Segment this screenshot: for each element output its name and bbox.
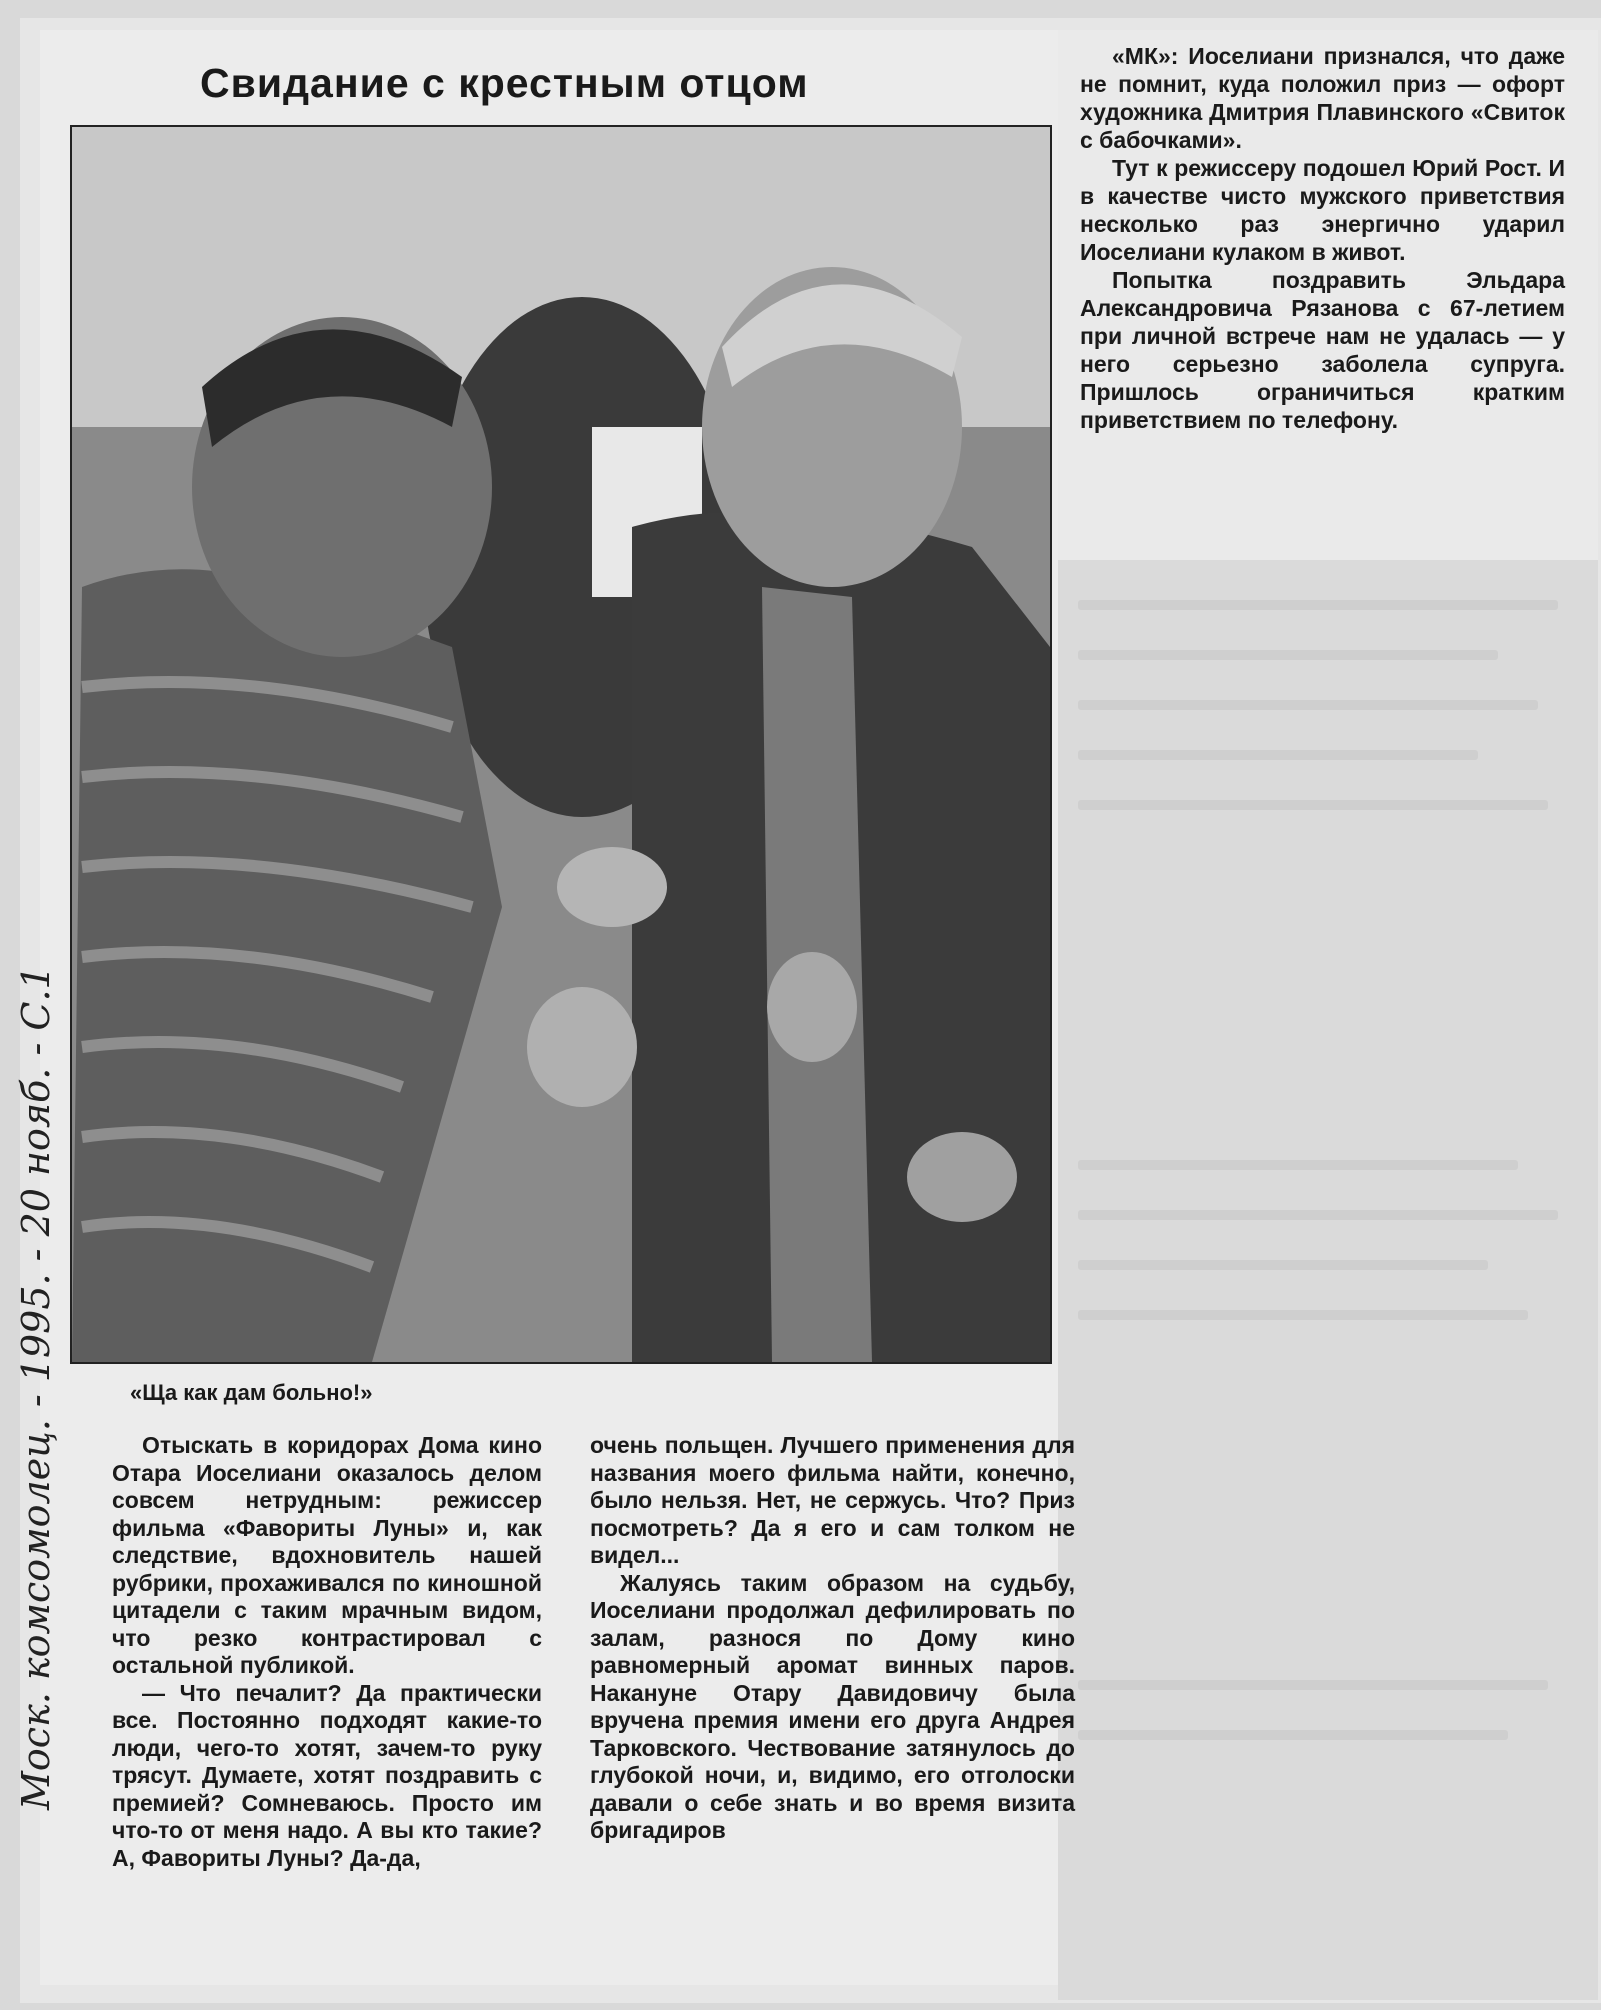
- paragraph: Жалуясь таким образом на судьбу, Иоселиани продолжал дефилировать по залам, разнося по Дому кино равномерный аромат винных паров. Накануне Отару Давидовичу была вручена премия имени его друга Андрея Тарковского. Чествование затянулось до глубокой ночи, и, видимо, его отголоски давали о себе знать и во время визита бригадиров: [590, 1569, 1075, 1843]
- faint-background-page: [1058, 560, 1598, 2000]
- paragraph: Отыскать в коридорах Дома кино Отара Иоселиани оказалось делом совсем нетрудным: режиссер фильма «Фавориты Луны» и, как следствие, вдохновитель нашей рубрики, прохаживался по киношной цитадели с таким мрачным видом, что резко контрастировал с остальной публикой.: [112, 1432, 542, 1678]
- paragraph: — Что печалит? Да практически все. Постоянно подходят какие-то люди, чего-то хотят, зачем-то руку трясут. Думаете, хотят поздравить с премией? Сомневаюсь. Просто им что-то от меня надо. А вы кто такие? А, Фавориты Луны? Да-да,: [112, 1679, 542, 1871]
- handwritten-source-note: Моск. комсомолец. - 1995. - 20 нояб. - С.1: [14, 965, 58, 1810]
- paragraph: «МК»: Иоселиани признался, что даже не помнит, куда положил приз — офорт художника Дмитрия Плавинского «Свиток с бабочками».: [1080, 43, 1565, 153]
- photo-illustration: [72, 127, 1050, 1362]
- article-column-1: [112, 1432, 542, 1872]
- article-column-2: [590, 1432, 1075, 1845]
- paragraph: очень польщен. Лучшего применения для названия моего фильма найти, конечно, было нельзя. Нет, не сержусь. Что? Приз посмотреть? Да я его и сам толком не видел...: [590, 1432, 1075, 1568]
- paragraph: Тут к режиссеру подошел Юрий Рост. И в качестве чисто мужского приветствия несколько раз энергично ударил Иоселиани кулаком в живот.: [1080, 155, 1565, 265]
- article-headline: Свидание с крестным отцом: [200, 60, 809, 106]
- photo-caption: «Ща как дам больно!»: [130, 1380, 373, 1405]
- article-column-3: [1080, 42, 1565, 434]
- paragraph: Попытка поздравить Эльдара Александровича Рязанова с 67-летием при личной встрече нам не удалась — у него серьезно заболела супруга. Пришлось ограничиться кратким приветствием по телефону.: [1080, 267, 1565, 433]
- article-photo: [70, 125, 1052, 1364]
